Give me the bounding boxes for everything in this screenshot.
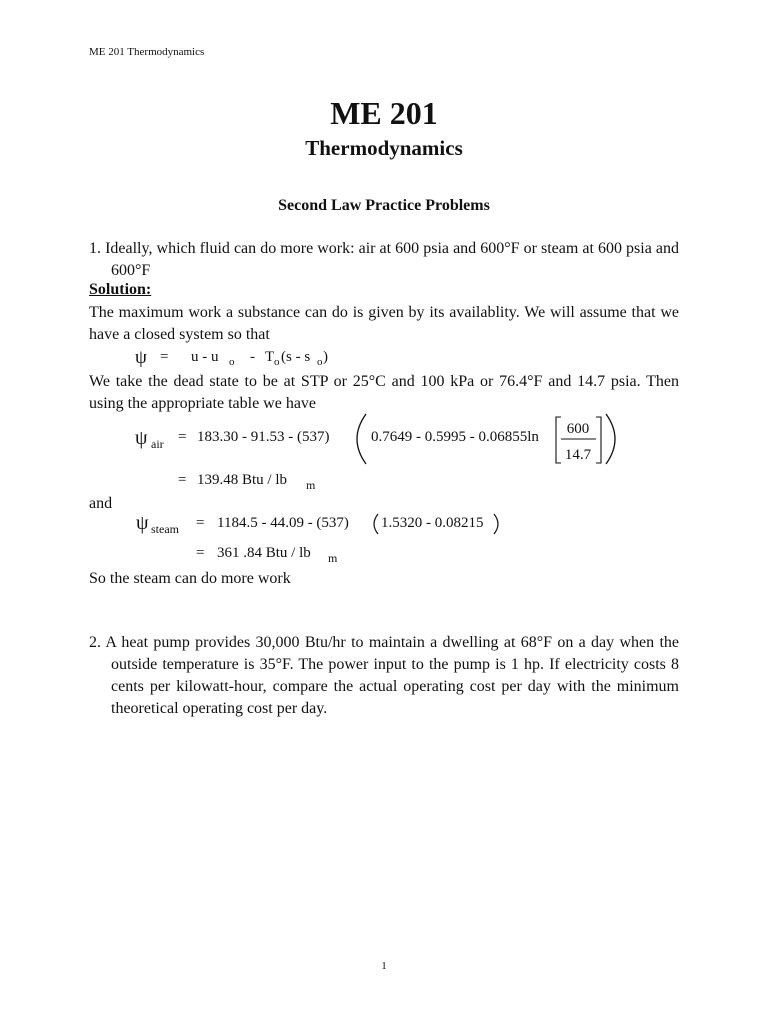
paren-right [494,514,498,534]
eq-close-paren: ) [323,349,328,365]
psi-steam-subscript: steam [151,522,179,536]
paren-left [374,514,378,534]
page-title: ME 201 [330,95,438,131]
eq-minus: - [250,349,255,365]
problem-2-text: 2. A heat pump provides 30,000 Btu/hr to maintain a dwelling at 68°F on a day when the outside temperature is 35°F. The power input to the pump is 1 hp. If electricity costs 8 cents per kilowatt-hour, compare the actual operating cost per day with the minimum theoretical operating cost per day. [89,634,679,717]
air-result-value: 139.48 Btu / lb [197,472,288,488]
air-terms: 183.30 - 91.53 - (537) [197,429,330,445]
eq-t-term: T [265,349,275,365]
psi-symbol: ψ [136,512,149,534]
equation-psi-steam [136,512,498,536]
equation-availability [135,347,328,368]
running-header: ME 201 Thermodynamics [89,46,205,58]
problem-1-text: 1. Ideally, which fluid can do more work: air at 600 psia and 600°F or steam at 600 psia and 600°F [89,240,679,279]
eq-s-term: (s - s [281,349,311,365]
equals-sign: = [160,349,169,365]
psi-air-subscript: air [151,437,164,451]
page-subtitle: Thermodynamics [305,136,463,160]
lbm-subscript: m [328,551,338,565]
eq-u-term: u - u [191,349,219,365]
steam-inner-terms: 1.5320 - 0.08215 [381,515,484,531]
page-number: 1 [381,960,387,972]
equals-sign: = [196,515,205,531]
solution-paragraph-1: The maximum work a substance can do is given by its availablity. We will assume that we have a closed system so that [89,304,679,343]
and-text: and [89,495,113,512]
bracket-right [596,417,601,463]
psi-symbol: ψ [135,347,147,368]
lbm-subscript: m [306,478,316,492]
steam-terms: 1184.5 - 44.09 - (537) [217,515,349,531]
bracket-left [556,417,561,463]
psi-symbol: ψ [135,427,148,449]
solution-label: Solution: [89,281,152,298]
eq-u-subscript: o [229,356,235,368]
section-title: Second Law Practice Problems [278,197,490,214]
fraction-numerator: 600 [566,421,590,437]
solution-paragraph-2: We take the dead state to be at STP or 25°C and 100 kPa or 76.4°F and 14.7 psia. Then using the appropriate table we have [89,373,679,412]
steam-result-value: 361 .84 Btu / lb [217,545,311,561]
conclusion-text: So the steam can do more work [89,570,291,587]
equation-steam-result [196,545,338,565]
eq-t-subscript: o [274,356,280,368]
big-paren-right [606,414,615,464]
air-inner-terms: 0.7649 - 0.5995 - 0.06855ln [371,429,539,445]
eq-s-subscript: o [317,356,323,368]
equals-sign: = [178,429,187,445]
equals-sign: = [196,545,205,561]
equation-air-result [178,472,316,492]
fraction-denominator: 14.7 [564,447,592,463]
big-paren-left [357,414,366,464]
equation-psi-air [135,414,615,464]
equals-sign: = [178,472,187,488]
